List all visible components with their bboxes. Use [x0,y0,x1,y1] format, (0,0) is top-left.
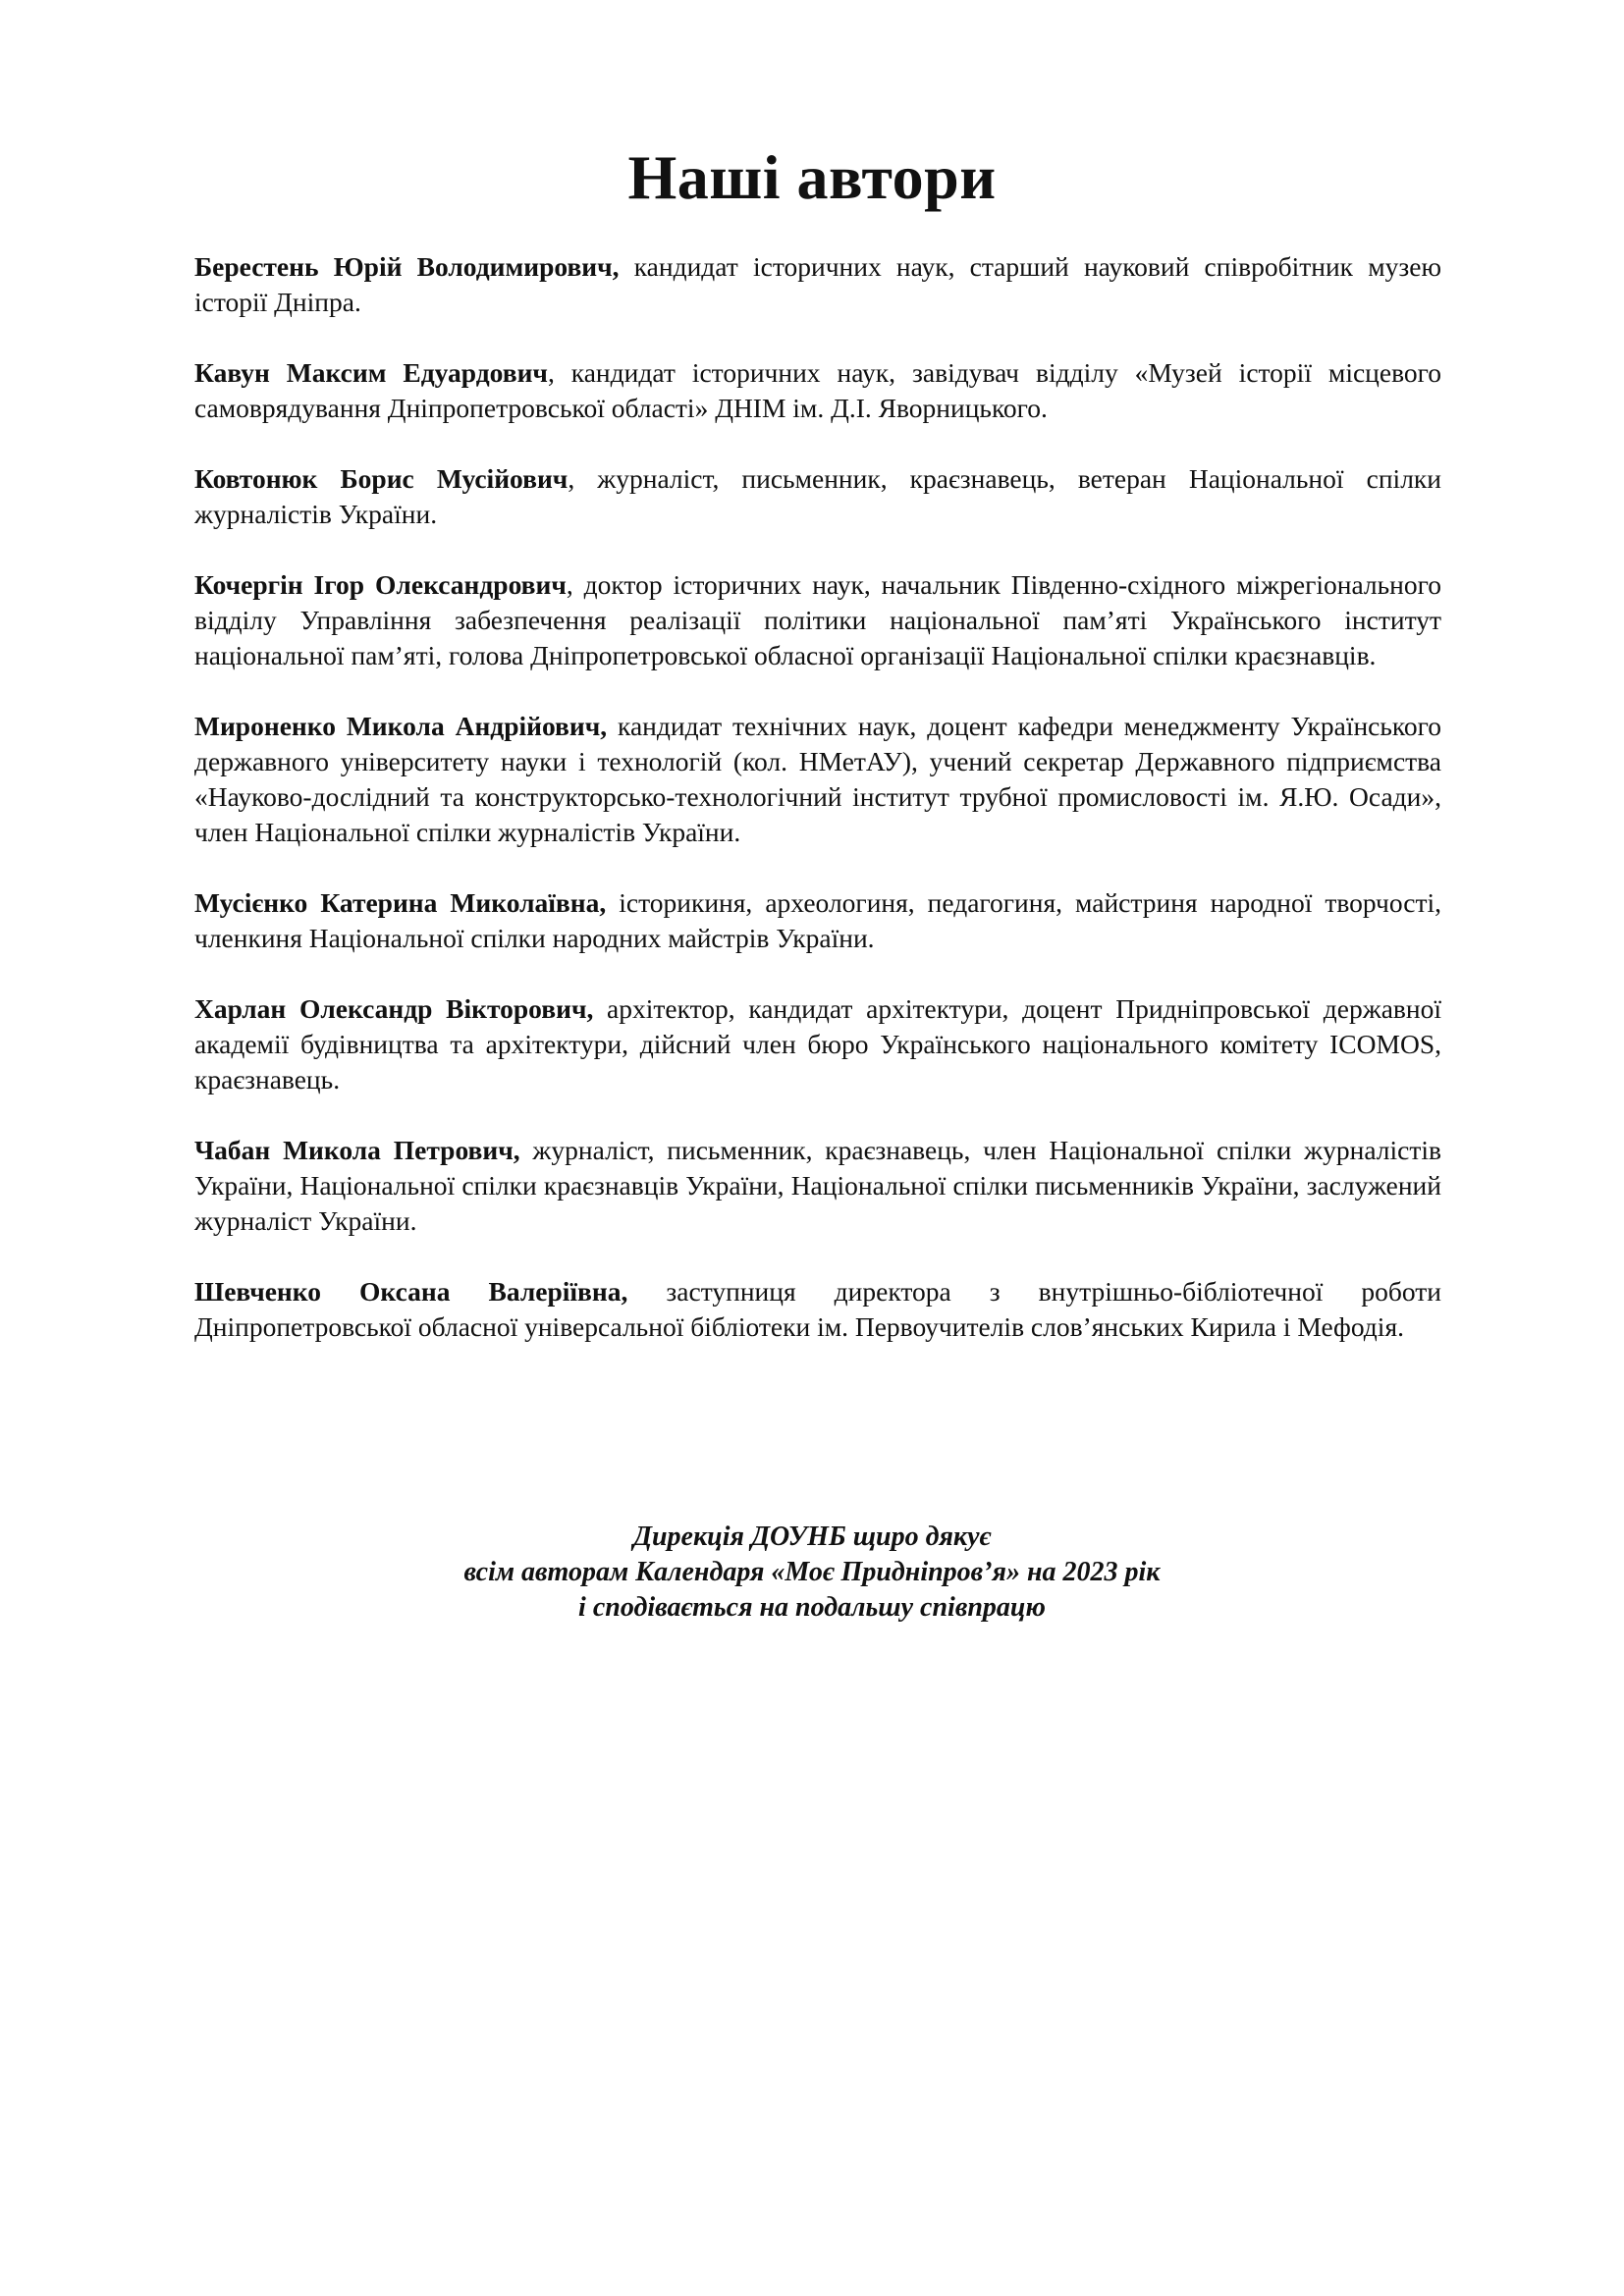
author-description: архітектор, кандидат архітектури, доцент Придніпровської державної академії будівництва та архітектури, дійсний член бюро Українського національного комітету ICOMOS, краєзнавець. [194,993,1441,1095]
authors-list [194,249,1441,1380]
author-entry [194,249,1441,320]
author-description: історикиня, археологиня, педагогиня, майстриня народної творчості, членкиня Національної спілки народних майстрів України. [194,887,1441,953]
author-entry [194,709,1441,850]
author-name: Чабан Микола Петрович, [194,1135,520,1165]
author-entry [194,1133,1441,1239]
author-name: Харлан Олександр Вікторович, [194,993,594,1024]
author-name: Мусієнко Катерина Миколаївна, [194,887,607,918]
author-name: Шевченко Оксана Валеріївна, [194,1276,628,1307]
author-entry [194,567,1441,673]
author-entry [194,1274,1441,1345]
author-description: кандидат технічних наук, доцент кафедри менеджменту Українського державного університету науки і технологій (кол. НМетАУ), учений секретар Державного підприємства «Науково-дослідний та конструкторсько-технологічний інститут трубної промисловості ім. Я.Ю. Осади», член Національної спілки журналістів України. [194,711,1441,847]
author-entry [194,885,1441,956]
author-description: , журналіст, письменник, краєзнавець, ветеран Національної спілки журналістів України. [194,463,1441,529]
acknowledgement-line: Дирекція ДОУНБ щиро дякує [632,1522,992,1552]
acknowledgement-line: і сподівається на подальшу співпрацю [578,1592,1046,1623]
author-name: Берестень Юрій Володимирович, [194,251,620,282]
author-description: заступниця директора з внутрішньо-бібліотечної роботи Дніпропетровської обласної універсальної бібліотеки ім. Первоучителів слов’янських Кирила і Мефодія. [194,1276,1441,1342]
author-description: журналіст, письменник, краєзнавець, член Національної спілки журналістів України, Національної спілки краєзнавців України, Національної спілки письменників України, заслужений журналіст України. [194,1135,1441,1236]
author-name: Ковтонюк Борис Мусійович [194,463,568,494]
author-entry [194,991,1441,1097]
author-description: , кандидат історичних наук, завідувач відділу «Музей історії місцевого самоврядування Дніпропетровської області» ДНІМ ім. Д.І. Яворницького. [194,357,1441,423]
author-name: Мироненко Микола Андрійович, [194,711,608,741]
author-entry [194,355,1441,426]
author-description: кандидат історичних наук, старший науковий співробітник музею історії Дніпра. [194,251,1441,317]
author-description: , доктор історичних наук, начальник Південно-східного міжрегіонального відділу Управління забезпечення реалізації політики національної пам’яті Українського інститут національної пам’яті, голова Дніпропетровської обласної організації Національної спілки краєзнавців. [194,569,1441,670]
author-name: Кавун Максим Едуардович [194,357,548,388]
author-name: Кочергін Ігор Олександрович [194,569,567,600]
page-title: Наші автори [627,142,997,212]
acknowledgement-note [0,1520,1624,1626]
acknowledgement-line: всім авторам Календаря «Моє Придніпров’я» на 2023 рік [463,1557,1161,1587]
author-entry [194,461,1441,532]
